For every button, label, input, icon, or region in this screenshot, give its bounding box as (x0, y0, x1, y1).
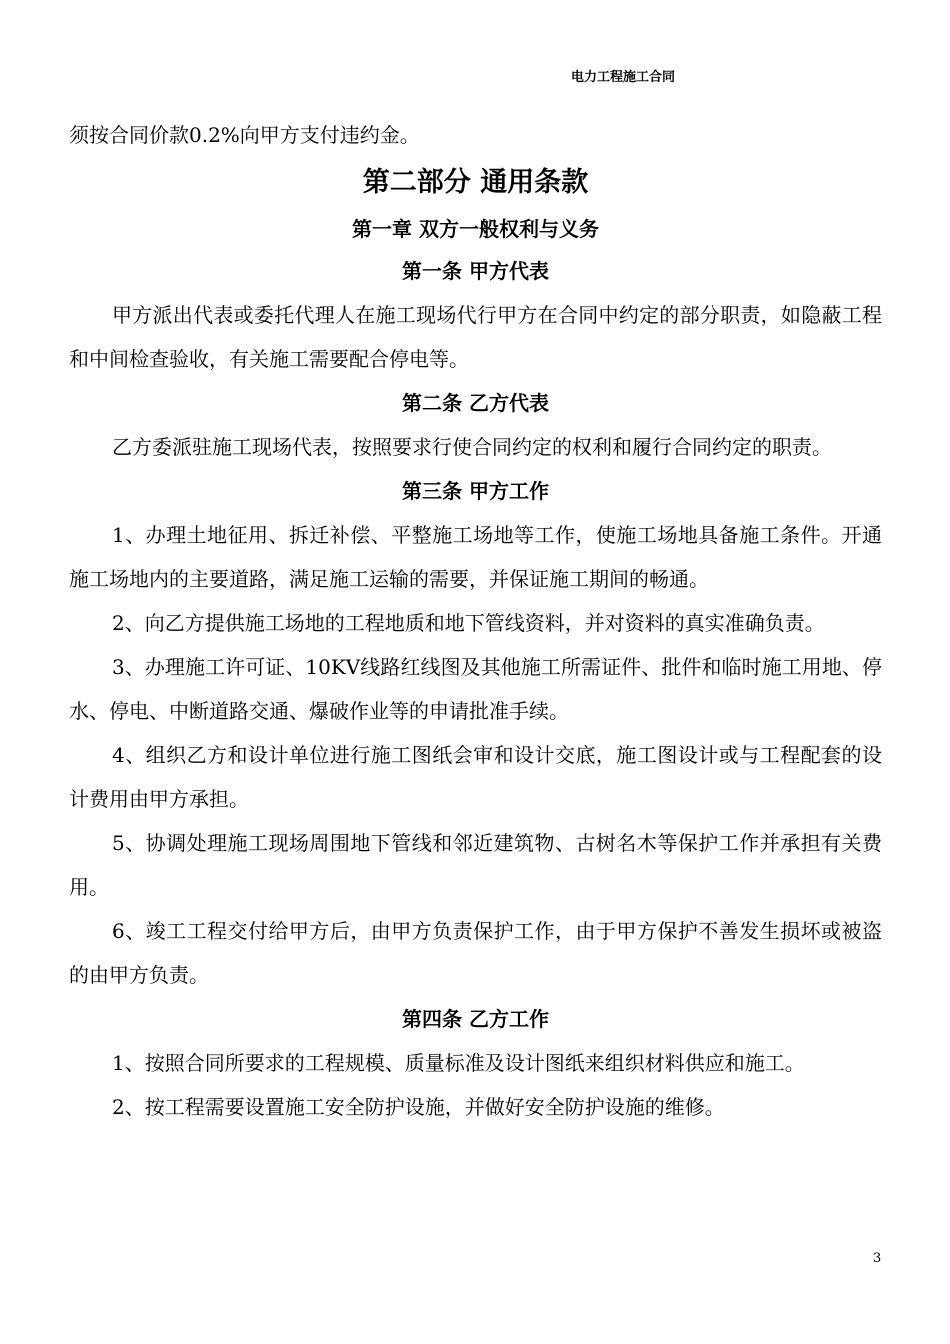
article-2-paragraph-1: 乙方委派驻施工现场代表，按照要求行使合同约定的权利和履行合同约定的职责。 (112, 435, 832, 459)
article-3-item-5: 5、协调处理施工现场周围地下管线和邻近建筑物、古树名木等保护工作并承担有关费用。 (69, 831, 882, 899)
article-4-item-1: 1、按照合同所要求的工程规模、质量标准及设计图纸来组织材料供应和施工。 (112, 1051, 805, 1075)
running-header: 电力工程施工合同 (571, 70, 676, 85)
article-3-item-4: 4、组织乙方和设计单位进行施工图纸会审和设计交底，施工图设计或与工程配套的设计费用由甲方承担。 (69, 743, 882, 811)
article-3-item-1: 1、办理土地征用、拆迁补偿、平整施工场地等工作，使施工场地具备施工条件。开通施工场地内的主要道路，满足施工运输的需要，并保证施工期间的畅通。 (69, 523, 882, 591)
article-4-item-2: 2、按工程需要设置施工安全防护设施，并做好安全防护设施的维修。 (112, 1095, 725, 1119)
article-2-title: 第二条 乙方代表 (402, 391, 549, 415)
article-4-title: 第四条 乙方工作 (402, 1007, 549, 1031)
article-3-item-2: 2、向乙方提供施工场地的工程地质和地下管线资料，并对资料的真实准确负责。 (112, 611, 825, 635)
carry-over-paragraph: 须按合同价款0.2%向甲方支付违约金。 (69, 123, 420, 147)
article-1-paragraph-1: 甲方派出代表或委托代理人在施工现场代行甲方在合同中约定的部分职责，如隐蔽工程和中间检查验收，有关施工需要配合停电等。 (69, 303, 882, 371)
article-3-item-6: 6、竣工工程交付给甲方后，由甲方负责保护工作，由于甲方保护不善发生损坏或被盗的由甲方负责。 (69, 919, 882, 987)
chapter-title: 第一章 双方一般权利与义务 (352, 217, 599, 241)
article-3-title: 第三条 甲方工作 (402, 479, 549, 503)
part-title: 第二部分 通用条款 (362, 167, 589, 198)
page-number: 3 (873, 1251, 882, 1266)
article-3-item-3: 3、办理施工许可证、10KV线路红线图及其他施工所需证件、批件和临时施工用地、停水、停电、中断道路交通、爆破作业等的申请批准手续。 (69, 655, 882, 723)
article-1-title: 第一条 甲方代表 (402, 259, 549, 283)
document-body (69, 113, 882, 1129)
